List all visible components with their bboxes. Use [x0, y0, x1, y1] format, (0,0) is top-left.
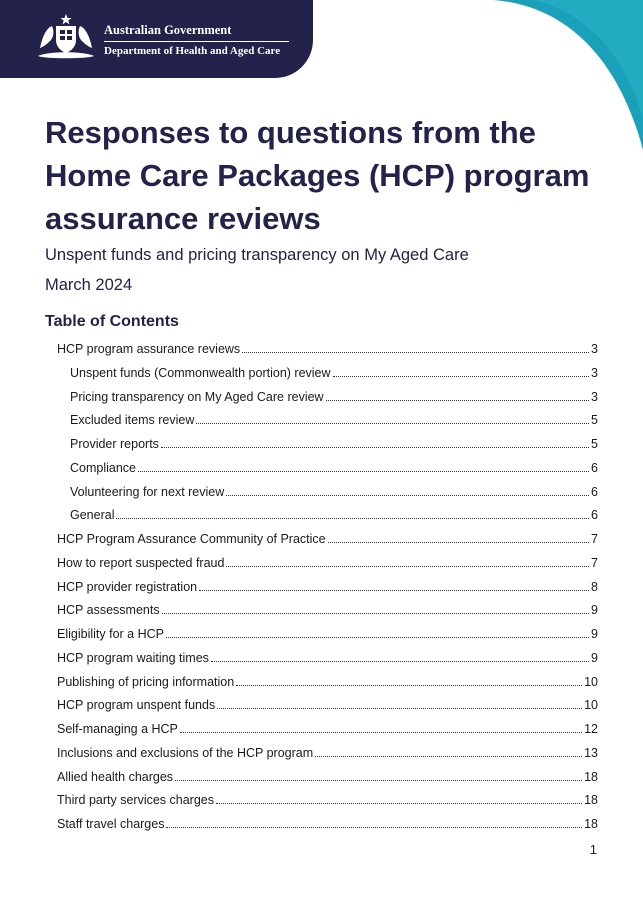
- toc-entry[interactable]: [70, 505, 598, 523]
- toc-dot-leader: [211, 661, 589, 662]
- toc-entry[interactable]: [57, 624, 598, 642]
- toc-entry-label: HCP program waiting times: [57, 650, 209, 665]
- toc-entry[interactable]: [57, 790, 598, 808]
- toc-entry[interactable]: [57, 672, 598, 690]
- toc-dot-leader: [116, 518, 589, 519]
- toc-entry[interactable]: [57, 600, 598, 618]
- toc-dot-leader: [315, 756, 582, 757]
- government-header-band: [0, 0, 313, 78]
- toc-entry-label: Allied health charges: [57, 769, 174, 784]
- toc-entry-label: Staff travel charges: [57, 817, 165, 831]
- toc-dot-leader: [166, 827, 582, 828]
- toc-dot-leader: [333, 376, 590, 377]
- toc-entry-page: 7: [591, 532, 598, 546]
- toc-entry[interactable]: [57, 743, 598, 761]
- toc-dot-leader: [226, 566, 589, 567]
- toc-entry-label: HCP assessments: [57, 603, 160, 618]
- toc-entry-label: Publishing of pricing information: [57, 674, 235, 689]
- toc-entry[interactable]: [57, 814, 598, 832]
- toc-entry-page: 5: [591, 413, 598, 428]
- toc-dot-leader: [180, 732, 582, 733]
- toc-entry[interactable]: [57, 553, 598, 571]
- toc-dot-leader: [162, 613, 589, 614]
- toc-entry-label: General: [70, 508, 115, 523]
- toc-entry-page: 6: [591, 508, 598, 523]
- toc-entry-page: 5: [591, 437, 598, 451]
- toc-entry-label: Third party services charges: [57, 793, 215, 808]
- header-divider: [104, 41, 289, 42]
- page-number: 1: [589, 842, 597, 857]
- toc-entry[interactable]: [70, 458, 598, 476]
- toc-entry[interactable]: [70, 482, 598, 500]
- toc-entry-label: Compliance: [70, 460, 137, 475]
- toc-entry-label: HCP program unspent funds: [57, 698, 216, 713]
- toc-entry-page: 7: [591, 555, 598, 570]
- toc-dot-leader: [328, 542, 589, 543]
- toc-entry-label: Volunteering for next review: [70, 484, 225, 499]
- toc-entry-page: 3: [591, 365, 598, 380]
- toc-entry-page: 6: [591, 460, 598, 475]
- toc-dot-leader: [166, 637, 589, 638]
- toc-dot-leader: [199, 590, 589, 591]
- toc-entry-label: HCP provider registration: [57, 579, 198, 594]
- toc-entry[interactable]: [70, 387, 598, 405]
- toc-entry-label: Provider reports: [70, 437, 159, 451]
- toc-entry-label: Excluded items review: [70, 413, 195, 428]
- toc-entry-page: 12: [584, 722, 598, 736]
- toc-entry-page: 9: [591, 627, 598, 641]
- toc-entry[interactable]: [57, 577, 598, 595]
- toc-entry-label: Inclusions and exclusions of the HCP program: [57, 745, 314, 760]
- document-date: March 2024: [45, 276, 133, 294]
- toc-entry-page: 8: [591, 579, 598, 594]
- toc-entry-page: 3: [591, 342, 598, 356]
- toc-entry-page: 9: [591, 603, 598, 618]
- toc-entry[interactable]: [57, 767, 598, 785]
- toc-entry-page: 18: [584, 817, 598, 831]
- toc-entry[interactable]: [57, 339, 598, 357]
- document-title: Responses to questions from the Home Care Packages (HCP) program assurance reviews: [45, 115, 590, 236]
- toc-entry[interactable]: [57, 695, 598, 713]
- toc-dot-leader: [161, 447, 589, 448]
- government-name: Australian Government: [104, 23, 232, 37]
- toc-entry-label: Pricing transparency on My Aged Care review: [70, 389, 324, 404]
- toc-dot-leader: [217, 708, 582, 709]
- toc-dot-leader: [138, 471, 589, 472]
- toc-dot-leader: [242, 352, 589, 353]
- toc-entry-page: 13: [584, 745, 598, 760]
- toc-entry-label: How to report suspected fraud: [57, 555, 225, 570]
- toc-dot-leader: [236, 685, 582, 686]
- document-subtitle: Unspent funds and pricing transparency on My Aged Care: [45, 246, 469, 264]
- toc-dot-leader: [326, 400, 589, 401]
- toc-entry-page: 10: [584, 698, 598, 713]
- toc-entry[interactable]: [70, 410, 598, 428]
- toc-entry-label: Self-managing a HCP: [57, 722, 178, 736]
- toc-entry-label: Eligibility for a HCP: [57, 627, 164, 641]
- toc-dot-leader: [216, 803, 582, 804]
- toc-entry-label: Unspent funds (Commonwealth portion) review: [70, 365, 331, 380]
- toc-entry[interactable]: [70, 434, 598, 452]
- toc-entry-page: 18: [584, 793, 598, 808]
- toc-entry[interactable]: [57, 719, 598, 737]
- toc-dot-leader: [226, 495, 589, 496]
- toc-dot-leader: [196, 423, 589, 424]
- toc-entry[interactable]: [70, 363, 598, 381]
- toc-entry-page: 9: [591, 650, 598, 665]
- toc-entry-page: 6: [591, 484, 598, 499]
- toc-entry-page: 3: [591, 389, 598, 404]
- toc-dot-leader: [175, 780, 582, 781]
- department-name: Department of Health and Aged Care: [104, 45, 281, 57]
- toc-entry-page: 18: [584, 769, 598, 784]
- coat-of-arms-icon: [34, 12, 98, 62]
- toc-entry-label: HCP program assurance reviews: [57, 342, 241, 356]
- toc-entry-page: 10: [584, 674, 598, 689]
- toc-heading: Table of Contents: [45, 313, 179, 330]
- toc-entry-label: HCP Program Assurance Community of Practice: [57, 532, 326, 546]
- toc-entry[interactable]: [57, 648, 598, 666]
- toc-entry[interactable]: [57, 529, 598, 547]
